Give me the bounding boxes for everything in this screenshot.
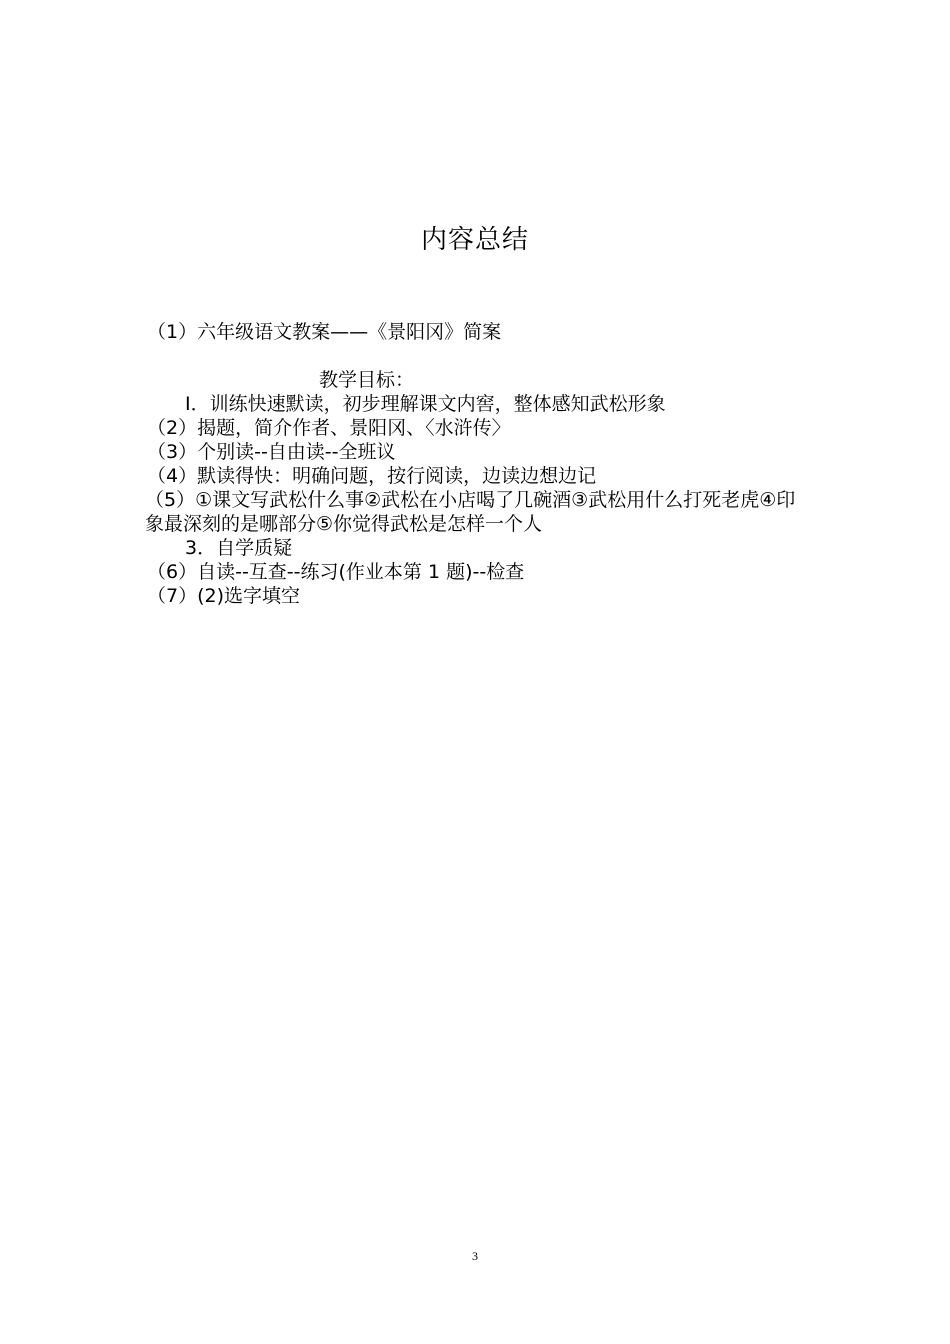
text-line-1: （1）六年级语文教案——《景阳冈》简案 [147, 321, 502, 343]
document-body [147, 320, 807, 608]
text-line-7: （7）(2)选字填空 [147, 585, 301, 607]
text-line-3: （3）个别读--自由读--全班议 [147, 441, 396, 463]
page-title: 内容总结 [420, 225, 529, 255]
text-line-6: （6）自读--互查--练习(作业本第 1 题)--检查 [147, 561, 525, 583]
text-line-5: （5）①课文写武松什么事②武松在小店喝了几碗酒③武松用什么打死老虎④印象最深刻的是哪部分⑤你觉得武松是怎样一个人 [145, 489, 796, 535]
text-line-self-study: 3．自学质疑 [185, 537, 293, 559]
blank-line [147, 344, 807, 368]
text-line-2: （2）揭题，简介作者、景阳冈、〈水浒传〉 [147, 417, 511, 439]
text-line-4: （4）默读得快：明确问题，按行阅读，边读边想边记 [147, 465, 597, 487]
teaching-goal-heading: 教学目标： [319, 369, 415, 391]
text-line-goal-1: I．训练快速默读，初步理解课文内窖，整体感知武松形象 [185, 393, 666, 415]
page-number: 3 [472, 1249, 478, 1263]
